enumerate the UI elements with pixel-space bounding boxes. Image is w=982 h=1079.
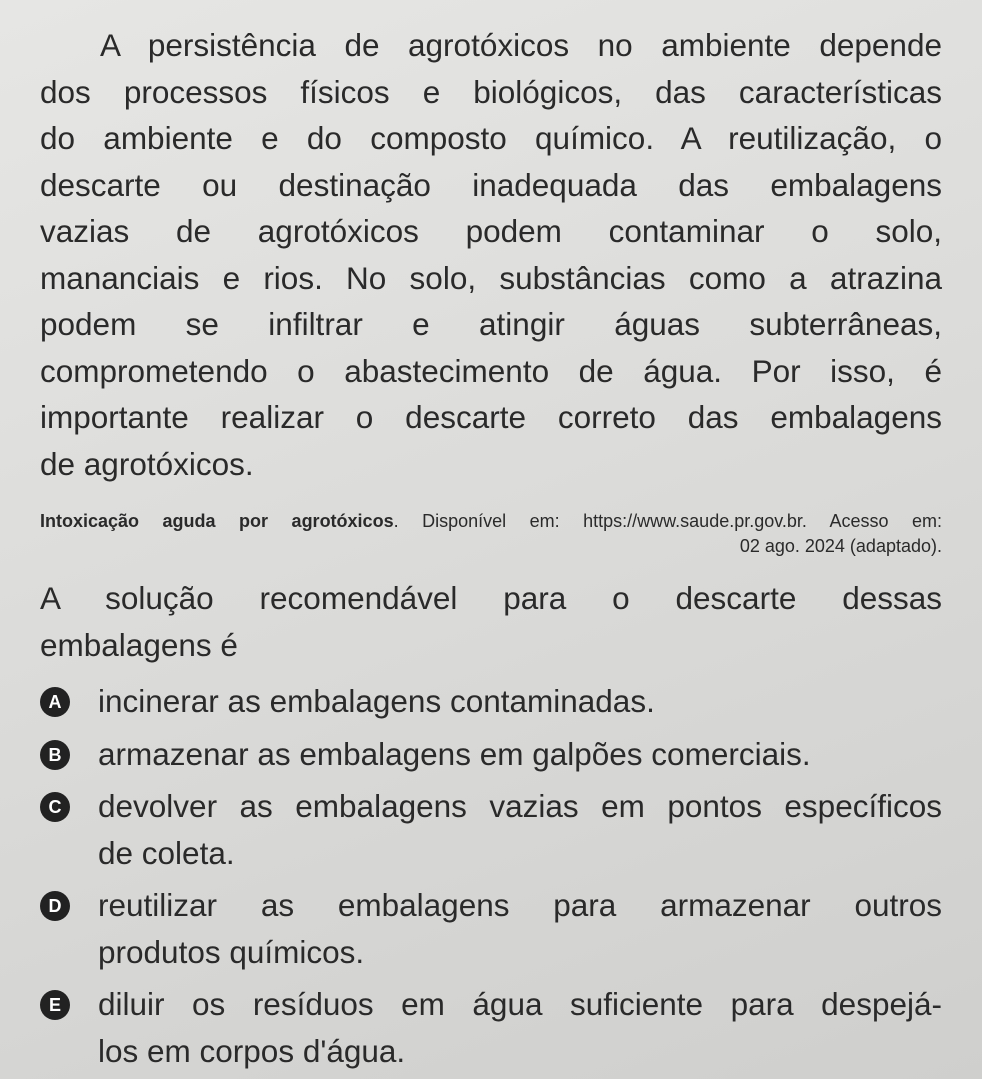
passage-line: dos processos físicos e biológicos, das características	[40, 73, 942, 110]
option-e[interactable]	[40, 981, 942, 1074]
option-text: de coleta.	[98, 834, 235, 871]
passage-line: descarte ou destinação inadequada das embalagens	[40, 166, 942, 203]
option-text: diluir os resíduos em água suficiente para despejá-	[98, 986, 942, 1022]
question-line: A solução recomendável para o descarte dessas	[40, 580, 942, 616]
option-letter-badge: E	[40, 990, 70, 1020]
passage-line: importante realizar o descarte correto das embalagens	[40, 399, 942, 435]
option-letter-badge: C	[40, 792, 70, 822]
passage-line: vazias de agrotóxicos podem contaminar o solo,	[40, 213, 942, 249]
option-text: incinerar as embalagens contaminadas.	[98, 683, 655, 719]
option-text: produtos químicos.	[98, 933, 365, 970]
source-access-date: 02 ago. 2024 (adaptado).	[739, 536, 942, 556]
option-text: los em corpos d'água.	[98, 1032, 406, 1069]
option-text: reutilizar as embalagens para armazenar outros	[98, 887, 942, 923]
option-c[interactable]	[40, 783, 942, 876]
option-a[interactable]	[40, 678, 942, 725]
option-letter-badge: B	[40, 740, 70, 770]
passage-line: do ambiente e do composto químico. A reutilização, o	[40, 120, 942, 156]
passage-line: A persistência de agrotóxicos no ambiente depende	[100, 27, 942, 63]
source-citation	[40, 509, 942, 559]
option-letter-badge: A	[40, 687, 70, 717]
option-letter-badge: D	[40, 891, 70, 921]
source-title: Intoxicação aguda por agrotóxicos	[40, 511, 394, 531]
option-b[interactable]	[40, 731, 942, 778]
passage-line: mananciais e rios. No solo, substâncias como a atrazina	[40, 259, 942, 296]
passage-line: de agrotóxicos.	[40, 445, 254, 482]
passage	[40, 22, 942, 487]
option-text: armazenar as embalagens em galpões comerciais.	[98, 735, 811, 772]
question-line: embalagens é	[40, 626, 238, 663]
passage-line: podem se infiltrar e atingir águas subterrâneas,	[40, 306, 942, 342]
option-d[interactable]	[40, 882, 942, 975]
answer-options	[40, 678, 942, 1074]
question-stem	[40, 575, 942, 668]
option-text: devolver as embalagens vazias em pontos específicos	[98, 788, 942, 824]
passage-line: comprometendo o abastecimento de água. Por isso, é	[40, 352, 942, 389]
source-details: . Disponível em: https://www.saude.pr.gov.br. Acesso em:	[393, 511, 942, 531]
